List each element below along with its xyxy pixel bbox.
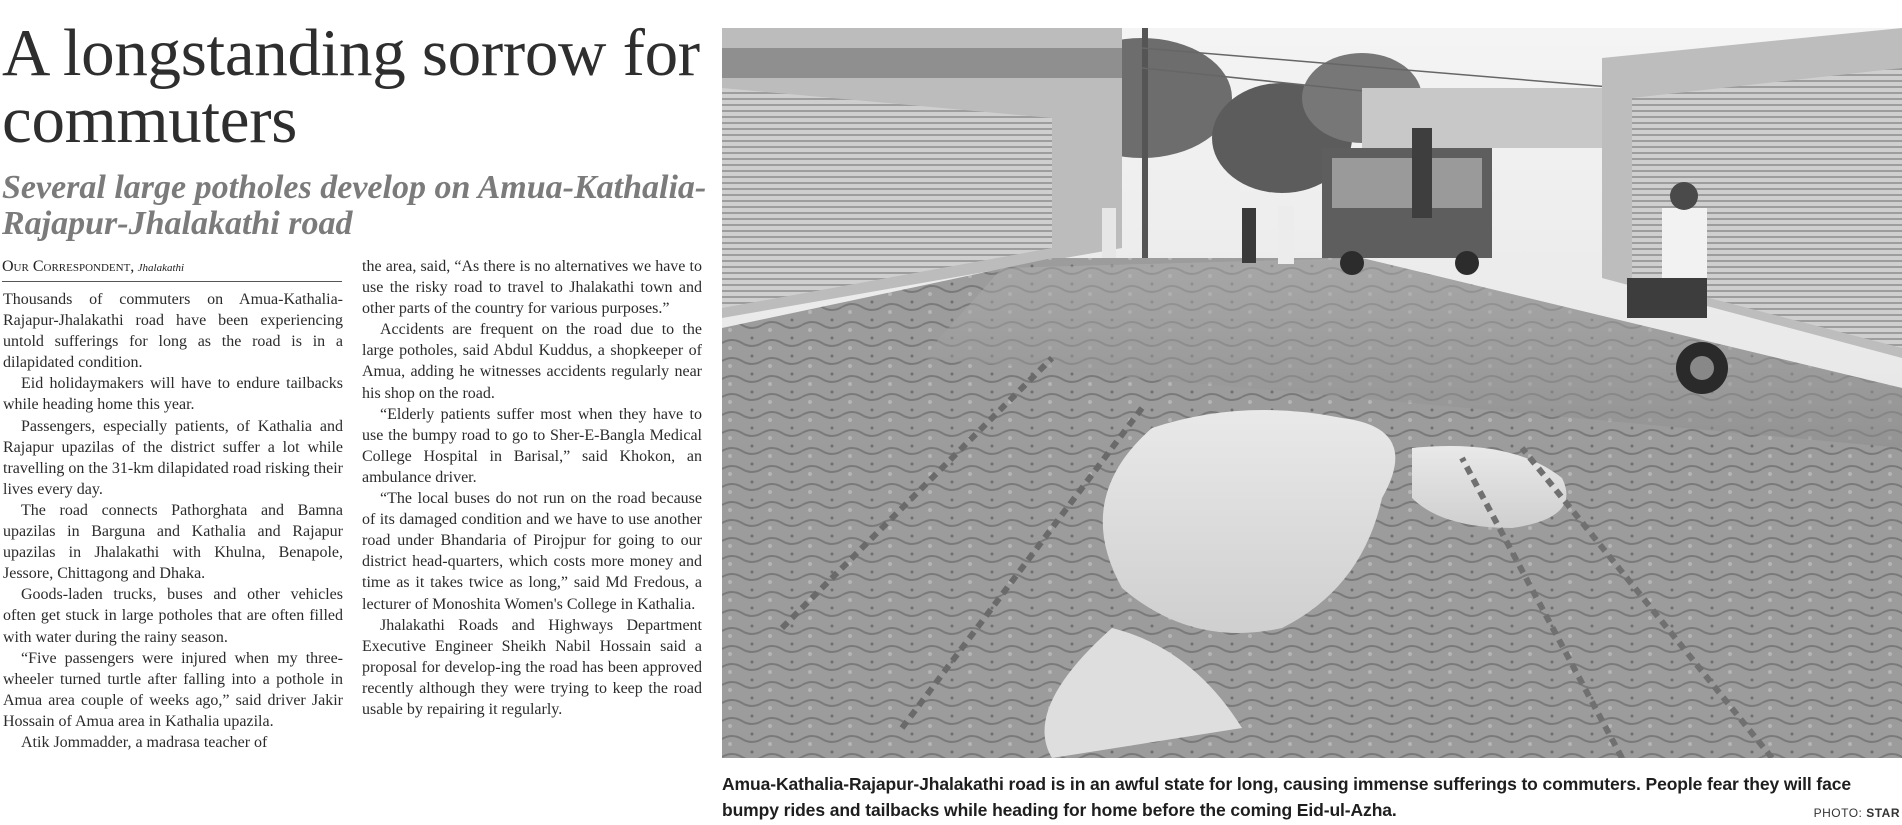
byline-rule — [2, 281, 342, 282]
paragraph: The road connects Pathorghata and Bamna upazilas in Barguna and Kathalia and Rajapur upazilas in Jhalakathi with Khulna, Benapole, Jessore, Chittagong and Dhaka. — [3, 501, 343, 583]
byline-name: Our Correspondent, — [2, 258, 135, 275]
paragraph: the area, said, “As there is no alternatives we have to use the risky road to travel to Jhalakathi town and other parts of the country for various purposes.” — [362, 258, 702, 318]
paragraph: “Five passengers were injured when my three-wheeler turned turtle after falling into a pothole in Amua area couple of weeks ago,” said driver Jakir Hossain of Amua area in Kathalia upazila. — [3, 649, 343, 730]
paragraph: Accidents are frequent on the road due to the large potholes, said Abdul Kuddus, a shopkeeper of Amua, adding he witnesses accidents regularly near his shop on the road. — [362, 321, 702, 402]
byline-location: Jhalakathi — [137, 262, 185, 274]
paragraph: Jhalakathi Roads and Highways Department Executive Engineer Sheikh Nabil Hossain said a proposal for develop-ing the road has been approved recently although they were trying to keep the road usable by repairing it regularly. — [362, 616, 702, 718]
headline: A longstanding sorrow for commuters — [2, 16, 700, 157]
news-photo — [722, 28, 1902, 758]
paragraph: Thousands of commuters on Amua-Kathalia-Rajapur-Jhalakathi road have been experiencing untold sufferings for long as the road is in a dilapidated condition. — [3, 291, 343, 372]
photo-credit — [1814, 806, 1900, 820]
paragraph: Eid holidaymakers will have to endure tailbacks while heading home this year. — [3, 375, 343, 414]
paragraph: “Elderly patients suffer most when they have to use the bumpy road to go to Sher-E-Bangla Medical College Hospital in Barisal,” said Khokon, an ambulance driver. — [362, 405, 702, 486]
paragraph: Goods-laden trucks, buses and other vehicles often get stuck in large potholes that are often filled with water during the rainy season. — [3, 586, 343, 646]
photo-caption: Amua-Kathalia-Rajapur-Jhalakathi road is in an awful state for long, causing immense sufferings to commuters. People fear they will face bumpy rides and tailbacks while heading for home before the coming Eid-ul-Azha. — [722, 774, 1852, 820]
paragraph: Passengers, especially patients, of Kathalia and Rajapur upazilas of the district suffer a lot while travelling on the 31-km dilapidated road risking their lives every day. — [3, 417, 343, 498]
paragraph: “The local buses do not run on the road because of its damaged condition and we have to use another road under Bhandaria of Pirojpur for going to our district head-quarters, which costs more money and time as it takes twice as long,” said Md Fredous, a lecturer of Monoshita Women's College in Kathalia. — [362, 490, 702, 613]
subheadline: Several large potholes develop on Amua-Kathalia-Rajapur-Jhalakathi road — [2, 169, 707, 243]
byline — [2, 258, 342, 276]
photo-credit-name: STAR — [1866, 806, 1900, 820]
photo-credit-prefix: PHOTO: — [1813, 806, 1867, 820]
article-column-2 — [362, 256, 702, 720]
paragraph: Atik Jommadder, a madrasa teacher of — [21, 733, 268, 751]
muddy-road-photo-icon — [722, 28, 1902, 758]
article-column-1 — [3, 289, 343, 753]
